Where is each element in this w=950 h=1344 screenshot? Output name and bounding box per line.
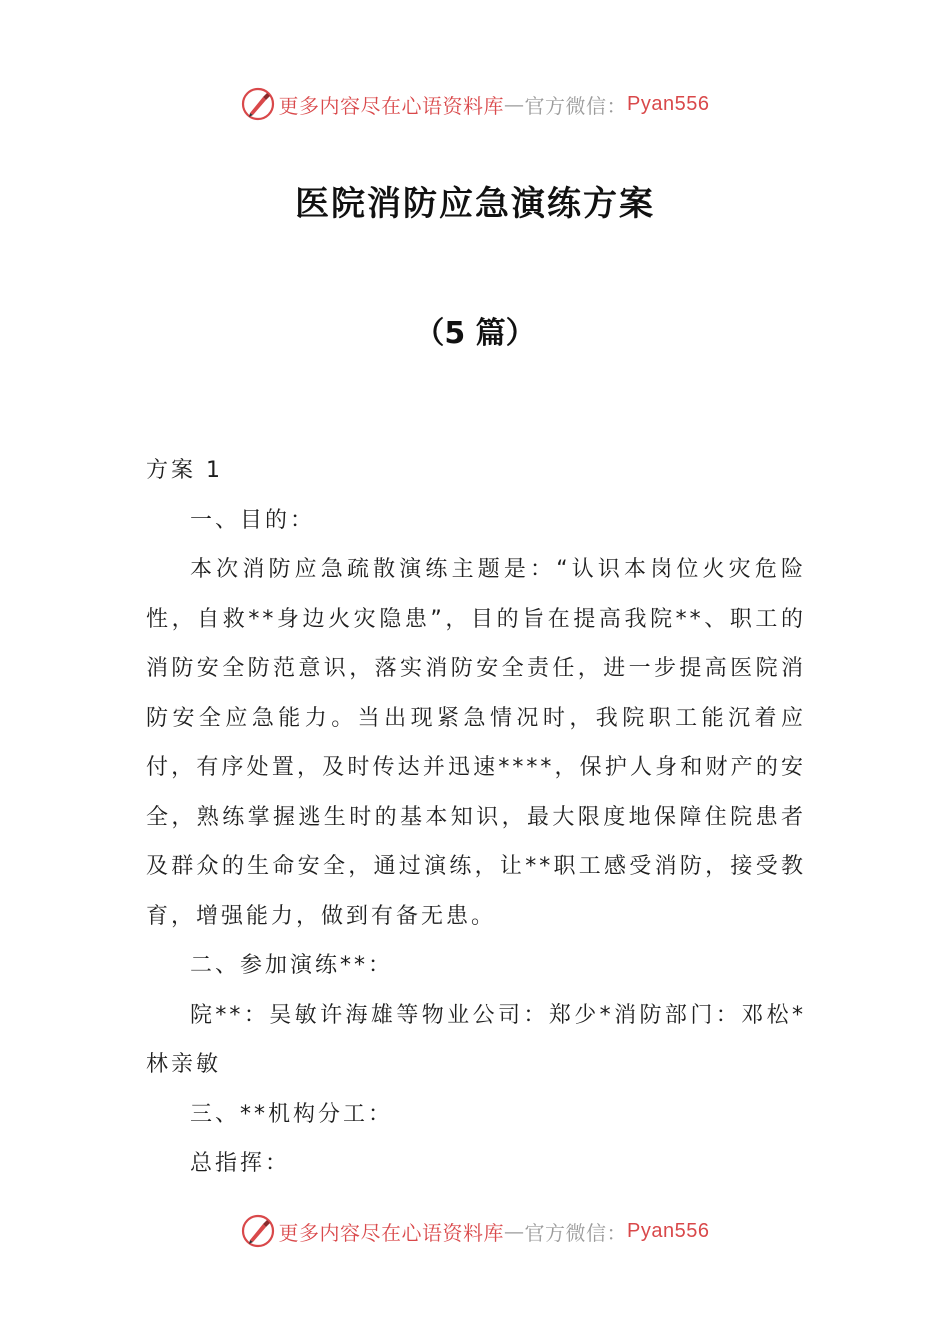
section-heading-participants: 二、参加演练**： <box>190 953 394 978</box>
plan-label: 方案 1 <box>146 458 223 483</box>
section-heading-organization: 三、**机构分工： <box>190 1101 394 1127</box>
footer-watermark <box>0 1211 950 1251</box>
document-title: 医院消防应急演练方案 <box>295 184 655 224</box>
pen-logo-icon <box>241 1214 275 1248</box>
document-body <box>146 446 806 1189</box>
watermark-dash: — <box>504 1219 525 1243</box>
watermark-wechat-label: 官方微信： <box>524 1220 628 1245</box>
commander-label: 总指挥： <box>190 1151 291 1176</box>
watermark-wechat-label: 官方微信： <box>524 93 628 118</box>
watermark-dash: — <box>504 92 525 116</box>
watermark-wechat-id: Pyan556 <box>627 1219 710 1242</box>
section-paragraph-purpose: 本次消防应急疏散演练主题是：“认识本岗位火灾危险性，自救**身边火灾隐患”，目的旨在提高我院**、职工的消防安全防范意识，落实消防安全责任，进一步提高医院消防安全应急能力。当出现紧急情况时，我院职工能沉着应付，有序处置，及时传达并迅速****，保护人身和财产的安全，熟练掌握逃生时的基本知识，最大限度地保障住院患者及群众的生命安全，通过演练，让**职工感受消防，接受教育，增强能力，做到有备无患。 <box>146 557 806 929</box>
watermark-site-text: 更多内容尽在心语资料库 <box>278 1220 505 1245</box>
pen-logo-icon <box>241 87 275 121</box>
header-watermark <box>0 84 950 124</box>
watermark-wechat-id: Pyan556 <box>627 92 710 115</box>
section-paragraph-participants: 院**：吴敏许海雄等物业公司：郑少*消防部门：邓松*林亲敏 <box>146 1002 806 1077</box>
watermark-site-text: 更多内容尽在心语资料库 <box>278 93 505 118</box>
document-subtitle: （5 篇） <box>414 316 536 351</box>
section-heading-purpose: 一、目的： <box>190 507 316 533</box>
